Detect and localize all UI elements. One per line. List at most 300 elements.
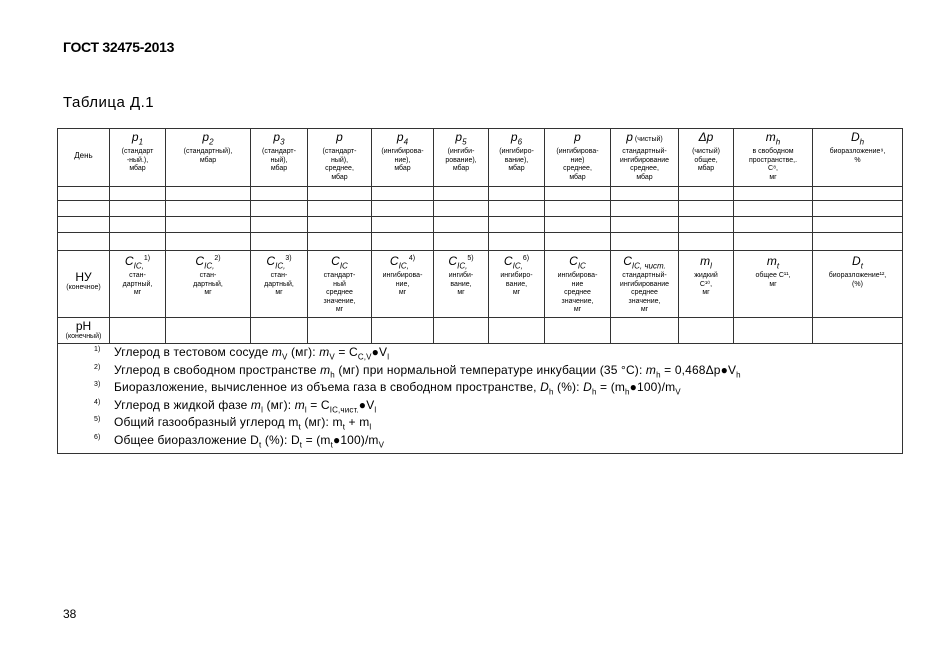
footnote-text: ●100)/m xyxy=(629,380,676,395)
footnote-subscript: h xyxy=(656,369,661,379)
empty-cell xyxy=(545,187,611,201)
symbol-base: p xyxy=(510,130,518,144)
footnote-subscript: C,V xyxy=(357,352,372,362)
carbon-description-line: вание, xyxy=(450,280,472,288)
carbon-description-line: мг xyxy=(204,289,212,297)
param-description-line: мбар xyxy=(697,165,715,173)
empty-cell xyxy=(734,201,813,217)
document-header: ГОСТ 32475-2013 xyxy=(63,39,175,55)
carbon-header-cell xyxy=(110,251,166,318)
footnote-text: ●100)/m xyxy=(332,432,379,447)
carbon-header-cell xyxy=(611,251,679,318)
carbon-symbol xyxy=(308,253,371,272)
carbon-description-line: стан- xyxy=(129,272,146,280)
param-description-line: биоразложение⁹, xyxy=(829,148,886,156)
footnote-subscript: h xyxy=(736,369,741,379)
footnote xyxy=(94,397,902,417)
carbon-description-line: ние xyxy=(571,280,584,288)
carbon-description-line: дартный, xyxy=(264,280,294,288)
data-table xyxy=(57,128,903,454)
symbol-subscript: 3 xyxy=(280,137,285,147)
carbon-description-line: ингибиро- xyxy=(500,272,533,280)
empty-cell xyxy=(372,201,434,217)
footnote-ref: 2) xyxy=(214,255,221,262)
empty-cell xyxy=(110,233,166,251)
symbol-subscript: h xyxy=(859,137,865,147)
footnote-text: = C xyxy=(334,345,358,359)
carbon-description-line: ние, xyxy=(395,280,410,288)
footnote-number: 1) xyxy=(94,346,101,353)
footnote-subscript: V xyxy=(282,352,288,362)
footnote xyxy=(94,415,902,434)
empty-cell xyxy=(166,233,251,251)
empty-cell xyxy=(434,217,489,233)
carbon-description-line: мг xyxy=(275,289,283,297)
param-description-line: (ингибирова- xyxy=(556,148,599,156)
carbon-symbol xyxy=(679,253,733,272)
carbon-description-line: ингибирова- xyxy=(382,272,423,280)
footnote-number: 3) xyxy=(94,381,101,389)
footnote-subscript: l xyxy=(261,405,264,415)
footnote-text: = (m xyxy=(302,432,331,447)
param-description-line: (чистый) xyxy=(692,148,720,156)
param-description-line: % xyxy=(854,156,861,164)
symbol-base: p xyxy=(396,130,404,144)
empty-cell xyxy=(251,233,308,251)
footnote-ref: 6) xyxy=(522,255,530,262)
param-description-line: -ный.), xyxy=(126,156,149,164)
param-header-cell xyxy=(166,129,251,187)
empty-cell xyxy=(434,187,489,201)
carbon-description-line: ный xyxy=(333,280,346,288)
param-description-line: в свободном xyxy=(752,148,794,156)
param-description-line: (стандарт- xyxy=(322,148,357,156)
carbon-description-line: значение, xyxy=(323,297,356,305)
footnote-subscript: V xyxy=(329,352,335,362)
param-header-cell xyxy=(434,129,489,187)
carbon-header-cell xyxy=(434,251,489,318)
carbon-description-line: стан- xyxy=(270,272,288,280)
footnote-subscript: t xyxy=(342,422,346,432)
footnote-subscript: t xyxy=(330,440,333,450)
empty-cell xyxy=(734,187,813,201)
empty-cell xyxy=(679,217,734,233)
day-header-cell xyxy=(58,129,110,187)
carbon-symbol xyxy=(489,253,544,272)
empty-cell xyxy=(251,318,308,344)
symbol-subscript: IC xyxy=(577,261,586,271)
footnote-variable: m xyxy=(319,345,330,359)
footnote-text: (мг): m xyxy=(300,415,343,430)
param-description-line: мбар xyxy=(636,173,653,181)
param-description-line: мг xyxy=(769,173,777,181)
carbon-symbol xyxy=(110,253,165,272)
carbon-description-line: ингибирова- xyxy=(557,272,598,280)
footnote-text: Общий газообразный углерод m xyxy=(114,415,299,430)
footnote-text: = C xyxy=(306,397,330,412)
param-symbol xyxy=(489,131,544,148)
param-description-line: C⁸, xyxy=(768,165,778,173)
empty-cell xyxy=(489,233,545,251)
empty-row xyxy=(58,233,903,251)
ph-sublabel: (конечный) xyxy=(65,333,102,340)
footnote-number: 5) xyxy=(94,416,101,424)
header-row-2 xyxy=(58,251,903,318)
param-symbol xyxy=(166,131,250,148)
empty-cell xyxy=(308,217,372,233)
param-description-line: (ингиби- xyxy=(447,148,475,156)
footnote xyxy=(94,432,902,452)
param-description-line: среднее, xyxy=(630,165,659,173)
empty-cell xyxy=(308,318,372,344)
empty-cell xyxy=(166,217,251,233)
symbol-base: p xyxy=(131,130,139,144)
footnote-text: Углерод в жидкой фазе xyxy=(114,397,251,412)
carbon-description-line: биоразложение¹², xyxy=(828,272,887,280)
table-title: Таблица Д.1 xyxy=(63,94,155,111)
param-symbol xyxy=(251,131,307,148)
empty-cell xyxy=(611,187,679,201)
symbol-base: m xyxy=(766,254,777,268)
footnote-text: = (m xyxy=(596,380,625,395)
footnote-variable: m xyxy=(294,397,305,412)
symbol-subscript: IC xyxy=(339,261,348,271)
empty-cell xyxy=(734,217,813,233)
carbon-description-line: (%) xyxy=(852,280,863,288)
param-header-cell xyxy=(372,129,434,187)
symbol-base: C xyxy=(569,254,578,268)
param-description-line: вание), xyxy=(504,156,529,164)
footnote-variable: m xyxy=(271,345,283,359)
param-description-line: (ингибиро- xyxy=(499,148,534,156)
empty-cell xyxy=(251,217,308,233)
empty-cell xyxy=(110,187,166,201)
footnote xyxy=(94,380,902,399)
param-description-line: (стандарт xyxy=(121,148,154,156)
empty-cell xyxy=(734,318,813,344)
empty-cell xyxy=(372,217,434,233)
footnote-subscript: h xyxy=(591,387,597,397)
symbol-base: p xyxy=(574,130,581,144)
carbon-description-line: стандартный- xyxy=(622,272,667,280)
symbol-subscript: IC, xyxy=(275,261,286,271)
param-description-line: мбар xyxy=(270,165,288,173)
empty-row xyxy=(58,201,903,217)
empty-cell xyxy=(611,217,679,233)
footnote-subscript: h xyxy=(625,387,630,397)
symbol-base: C xyxy=(195,254,205,268)
empty-cell xyxy=(166,318,251,344)
symbol-subscript: 6 xyxy=(517,137,523,147)
carbon-header-cell xyxy=(372,251,434,318)
empty-cell xyxy=(251,201,308,217)
symbol-subscript: IC, xyxy=(204,261,215,271)
carbon-description-line: вание, xyxy=(505,280,528,288)
param-description-line: (ингибирова- xyxy=(381,148,424,156)
param-description-line: рование), xyxy=(445,156,477,164)
empty-cell xyxy=(679,233,734,251)
carbon-description-line: дартный, xyxy=(193,280,223,288)
param-description-line: мбар xyxy=(129,165,146,173)
carbon-symbol xyxy=(251,253,307,272)
empty-cell xyxy=(110,201,166,217)
empty-cell xyxy=(434,318,489,344)
carbon-description-line: значение, xyxy=(628,297,661,305)
empty-cell xyxy=(434,233,489,251)
footnote-text: (мг): xyxy=(287,345,320,359)
carbon-description-line: ингиби- xyxy=(448,272,474,280)
footnote-ref: 1) xyxy=(143,255,151,262)
empty-cell xyxy=(611,201,679,217)
param-description-line: ние) xyxy=(570,156,585,164)
empty-cell xyxy=(813,201,903,217)
carbon-description-line: мг xyxy=(769,280,777,288)
footnote-subscript: l xyxy=(304,405,307,415)
symbol-base: D xyxy=(852,254,861,268)
param-header-cell xyxy=(611,129,679,187)
nu-label: НУ xyxy=(75,270,92,284)
symbol-base: p xyxy=(455,130,463,144)
footnote-text: (мг) при нормальной температуре инкубации (35 °С): xyxy=(334,362,646,377)
carbon-description-line: мг xyxy=(133,289,142,297)
symbol-subscript: l xyxy=(710,261,712,271)
param-description-line: (стандартный), xyxy=(183,148,233,156)
empty-cell xyxy=(813,233,903,251)
day-label: День xyxy=(74,151,93,160)
symbol-base: C xyxy=(266,254,276,268)
nu-sublabel: (конечное) xyxy=(66,284,101,291)
carbon-description-line: стандарт- xyxy=(323,272,356,280)
param-description-line: среднее, xyxy=(325,165,354,173)
carbon-symbol xyxy=(611,253,678,272)
carbon-description-line: мг xyxy=(398,289,407,297)
symbol-note: (чистый) xyxy=(632,136,663,143)
param-description-line: ние), xyxy=(394,156,411,164)
symbol-subscript: 5 xyxy=(462,137,467,147)
empty-cell xyxy=(489,187,545,201)
param-description-line: мбар xyxy=(452,165,470,173)
empty-cell xyxy=(545,201,611,217)
carbon-description-line: мг xyxy=(702,289,710,297)
empty-cell xyxy=(58,187,110,201)
ph-row xyxy=(58,318,903,344)
footnote-variable: m xyxy=(645,362,657,377)
footnote-text: ●V xyxy=(358,397,375,412)
carbon-description-line: жидкий xyxy=(694,272,718,280)
footnote-text: + m xyxy=(345,415,370,430)
footnote-text: Углерод в свободном пространстве xyxy=(114,362,321,377)
symbol-base: C xyxy=(389,254,399,268)
carbon-header-cell xyxy=(166,251,251,318)
footnote-variable: D xyxy=(583,380,592,395)
param-header-cell xyxy=(489,129,545,187)
empty-cell xyxy=(679,187,734,201)
empty-cell xyxy=(166,201,251,217)
footnote-variable: D xyxy=(540,380,549,395)
param-header-cell xyxy=(545,129,611,187)
empty-cell xyxy=(166,187,251,201)
carbon-description-line: среднее xyxy=(631,289,658,297)
empty-cell xyxy=(813,187,903,201)
symbol-base: p xyxy=(273,130,281,144)
footnote-text: = 0,468Δp●V xyxy=(660,362,737,377)
carbon-description-line: ингибирование xyxy=(619,280,670,288)
param-symbol xyxy=(813,131,902,148)
symbol-subscript: 2 xyxy=(209,137,214,147)
symbol-subscript: IC, xyxy=(512,261,523,271)
carbon-header-cell xyxy=(489,251,545,318)
carbon-header-cell xyxy=(545,251,611,318)
param-description-line: мбар xyxy=(569,173,586,181)
symbol-base: C xyxy=(623,254,632,268)
symbol-subscript: IC, xyxy=(398,261,409,271)
symbol-base: C xyxy=(503,254,513,268)
empty-cell xyxy=(110,318,166,344)
footnote-subscript: h xyxy=(330,369,335,379)
carbon-header-cell xyxy=(679,251,734,318)
empty-cell xyxy=(308,201,372,217)
nu-cell xyxy=(58,251,110,318)
footnote-text: (мг): xyxy=(263,397,295,412)
symbol-base: C xyxy=(124,254,134,268)
empty-row xyxy=(58,187,903,201)
carbon-description-line: мг xyxy=(457,289,465,297)
footnote-ref: 5) xyxy=(467,255,474,262)
footnote-ref: 3) xyxy=(285,255,292,262)
symbol-base: C xyxy=(448,254,458,268)
param-symbol xyxy=(734,131,812,148)
empty-cell xyxy=(489,201,545,217)
param-header-cell xyxy=(251,129,308,187)
carbon-description-line: дартный, xyxy=(122,280,153,288)
symbol-base: m xyxy=(700,254,711,268)
param-header-cell xyxy=(110,129,166,187)
symbol-subscript: IC, чист. xyxy=(631,261,666,271)
symbol-base: Δp xyxy=(698,130,714,144)
empty-cell xyxy=(545,318,611,344)
param-symbol xyxy=(308,131,371,148)
symbol-base: C xyxy=(331,254,340,268)
empty-cell xyxy=(308,233,372,251)
param-symbol xyxy=(611,131,678,148)
empty-cell xyxy=(813,217,903,233)
carbon-description-line: мг xyxy=(512,289,521,297)
symbol-subscript: IC, xyxy=(133,261,144,271)
empty-cell xyxy=(545,217,611,233)
param-description-line: среднее, xyxy=(563,165,592,173)
symbol-base: D xyxy=(850,130,860,144)
footnote xyxy=(94,345,902,364)
empty-cell xyxy=(434,201,489,217)
param-symbol xyxy=(434,131,488,148)
footnote-subscript: h xyxy=(548,387,554,397)
param-description-line: (стандарт- xyxy=(262,148,296,156)
param-description-line: мбар xyxy=(331,173,348,181)
footnote-text: Биоразложение, вычисленное из объема газа в свободном пространстве, xyxy=(114,380,541,395)
carbon-description-line: значение, xyxy=(561,297,594,305)
empty-cell xyxy=(251,187,308,201)
footnote-number: 4) xyxy=(94,398,101,406)
carbon-description-line: среднее xyxy=(326,289,353,297)
param-symbol xyxy=(110,131,165,148)
carbon-description-line: общее C¹¹, xyxy=(755,272,791,280)
header-row-1 xyxy=(58,129,903,187)
param-symbol xyxy=(679,131,733,148)
empty-cell xyxy=(489,318,545,344)
empty-cell xyxy=(813,318,903,344)
footnote-subscript: V xyxy=(378,440,385,450)
ph-label: pH xyxy=(75,319,92,333)
carbon-symbol xyxy=(434,253,488,272)
param-description-line: ингибирование xyxy=(619,156,670,164)
empty-cell xyxy=(611,233,679,251)
symbol-subscript: IC, xyxy=(457,261,468,271)
empty-cell xyxy=(611,318,679,344)
empty-cell xyxy=(372,233,434,251)
footnote-number: 2) xyxy=(94,363,101,371)
carbon-symbol xyxy=(813,253,902,272)
symbol-base: m xyxy=(765,130,776,144)
empty-cell xyxy=(372,318,434,344)
empty-row xyxy=(58,217,903,233)
symbol-base: p xyxy=(336,130,343,144)
notes-cell xyxy=(58,344,903,454)
symbol-subscript: h xyxy=(775,137,781,147)
symbol-subscript: t xyxy=(776,261,780,271)
footnote-subscript: t xyxy=(298,422,301,432)
carbon-symbol xyxy=(734,253,812,272)
empty-cell xyxy=(679,201,734,217)
symbol-base: p xyxy=(626,130,633,144)
carbon-description-line: среднее xyxy=(564,289,591,297)
symbol-base: p xyxy=(202,130,210,144)
param-description-line: мбар xyxy=(394,165,411,173)
empty-cell xyxy=(734,233,813,251)
empty-cell xyxy=(110,217,166,233)
carbon-header-cell xyxy=(308,251,372,318)
notes-row xyxy=(58,344,903,454)
symbol-subscript: 4 xyxy=(403,137,409,147)
footnote-subscript: V xyxy=(675,387,681,397)
param-description-line: мбар xyxy=(199,156,217,164)
empty-cell xyxy=(489,217,545,233)
carbon-header-cell xyxy=(734,251,813,318)
footnote-subscript: t xyxy=(299,440,303,450)
param-description-line: стандартный- xyxy=(622,148,667,156)
footnote-subscript: l xyxy=(369,422,372,432)
param-header-cell xyxy=(813,129,903,187)
footnote-text: Общее биоразложение D xyxy=(114,432,259,447)
footnote-text: ●V xyxy=(371,345,388,359)
param-description-line: ный), xyxy=(270,156,288,164)
footnote-subscript: l xyxy=(387,352,390,362)
footnote-variable: m xyxy=(320,362,331,377)
carbon-description-line: стан- xyxy=(199,272,217,280)
footnote-subscript: t xyxy=(259,440,262,450)
footnote-text: (%): xyxy=(553,380,584,395)
footnote-number: 6) xyxy=(94,433,101,441)
param-description-line: общее, xyxy=(694,156,718,164)
carbon-symbol xyxy=(166,253,250,272)
carbon-header-cell xyxy=(251,251,308,318)
carbon-description-line: мг xyxy=(640,306,649,314)
footnote-ref: 4) xyxy=(408,255,416,262)
empty-cell xyxy=(679,318,734,344)
page-number: 38 xyxy=(63,607,77,621)
carbon-symbol xyxy=(545,253,610,272)
carbon-description-line: C¹⁰, xyxy=(699,280,713,288)
carbon-description-line: мг xyxy=(335,306,344,314)
